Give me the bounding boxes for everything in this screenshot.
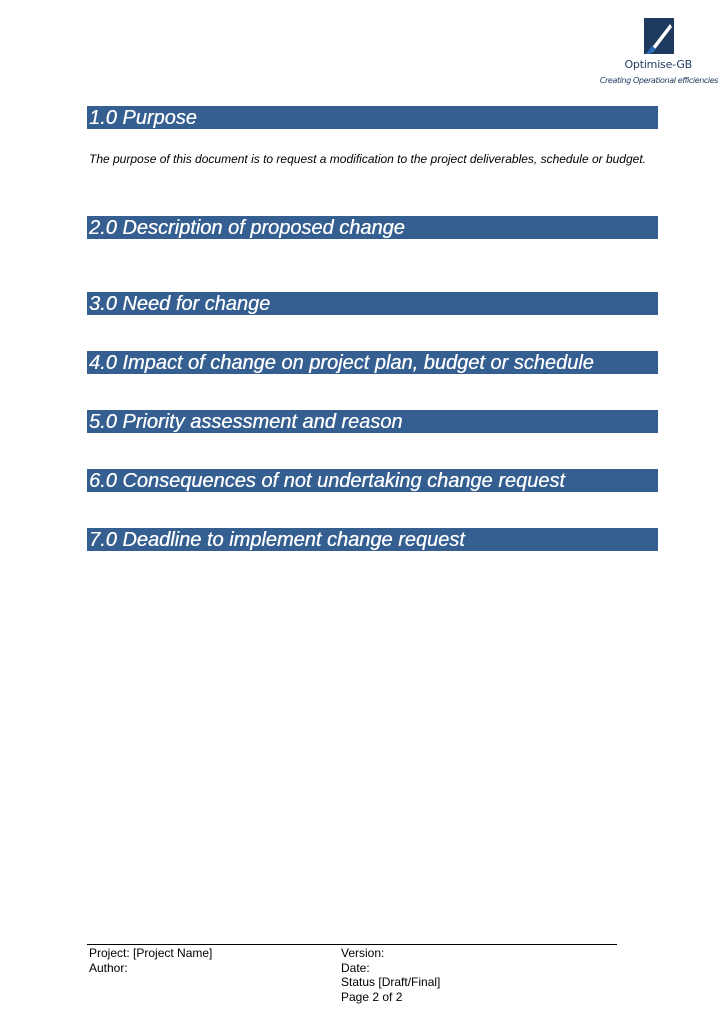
footer-status: Status [Draft/Final]	[341, 975, 441, 989]
section-title-impact: 4.0 Impact of change on project plan, budget or schedule	[89, 352, 594, 374]
footer-version: Version:	[341, 946, 385, 960]
footer-project: Project: [Project Name]	[89, 946, 213, 960]
section-title-priority: 5.0 Priority assessment and reason	[89, 411, 403, 433]
logo-tagline: Creating Operational efficiencies	[599, 76, 718, 85]
section-title-need: 3.0 Need for change	[89, 293, 271, 315]
footer-author: Author:	[89, 960, 128, 975]
logo-name: Optimise-GB	[624, 58, 692, 71]
section-title-description: 2.0 Description of proposed change	[89, 217, 405, 239]
logo-mark-icon	[642, 16, 676, 56]
footer-page-number: Page 2 of 2	[341, 989, 403, 1004]
footer-divider	[87, 944, 617, 945]
footer-date: Date:	[341, 960, 370, 975]
purpose-paragraph: The purpose of this document is to request a modification to the project deliverables, schedule or budget.	[89, 152, 646, 166]
footer-left	[89, 946, 212, 975]
footer-right	[341, 946, 440, 1004]
section-title-consequences: 6.0 Consequences of not undertaking change request	[89, 470, 565, 492]
section-title-purpose: 1.0 Purpose	[89, 107, 197, 129]
company-logo	[580, 14, 720, 94]
section-title-deadline: 7.0 Deadline to implement change request	[89, 529, 465, 551]
